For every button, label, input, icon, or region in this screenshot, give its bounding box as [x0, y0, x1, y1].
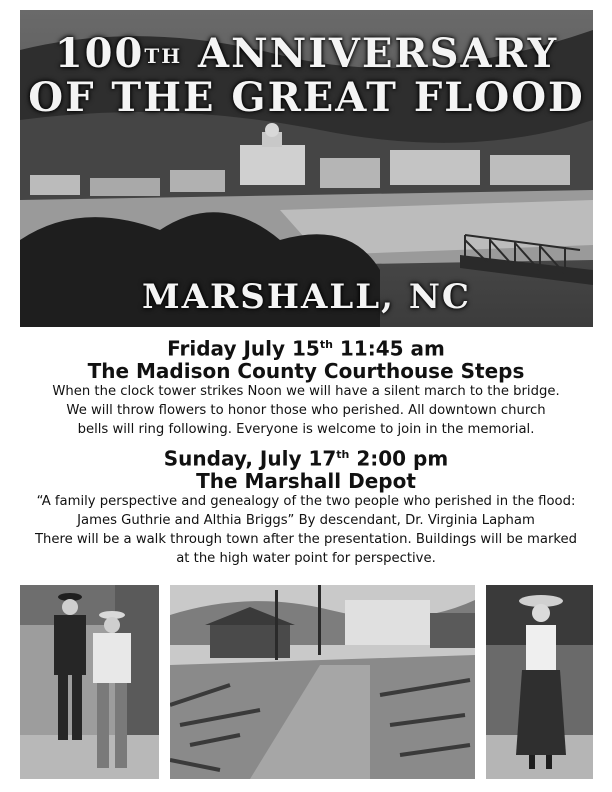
photo-flood-debris [170, 585, 475, 779]
title-line-1: 100TH ANNIVERSARY [54, 30, 559, 77]
event2-line-2: James Guthrie and Althia Briggs” By descendant, Dr. Virginia Lapham [77, 513, 535, 528]
event2-line-1: “A family perspective and genealogy of the two people who perished in the flood: [36, 494, 576, 509]
event2-line-3: There will be a walk through town after the presentation. Buildings will be marked [34, 532, 578, 547]
photo-woman [486, 585, 593, 779]
photo-two-men [20, 585, 159, 779]
event2-date: Sunday, July 17th 2:00 pm [163, 446, 449, 471]
event1-line-2: We will throw flowers to honor those who perished. All downtown church [66, 403, 546, 418]
event1-line-1: When the clock tower strikes Noon we will have a silent march to the bridge. [52, 384, 560, 399]
event2-location: The Marshall Depot [196, 469, 416, 493]
hero-photo [20, 10, 593, 327]
event2-line-4: at the high water point for perspective. [176, 551, 436, 566]
town-name: MARSHALL, NC [142, 277, 471, 317]
event1-line-3: bells will ring following. Everyone is welcome to join in the memorial. [77, 422, 535, 437]
event1-date: Friday July 15th 11:45 am [167, 336, 445, 361]
event1-location: The Madison County Courthouse Steps [87, 359, 525, 383]
title-line-2: OF THE GREAT FLOOD [28, 74, 585, 121]
